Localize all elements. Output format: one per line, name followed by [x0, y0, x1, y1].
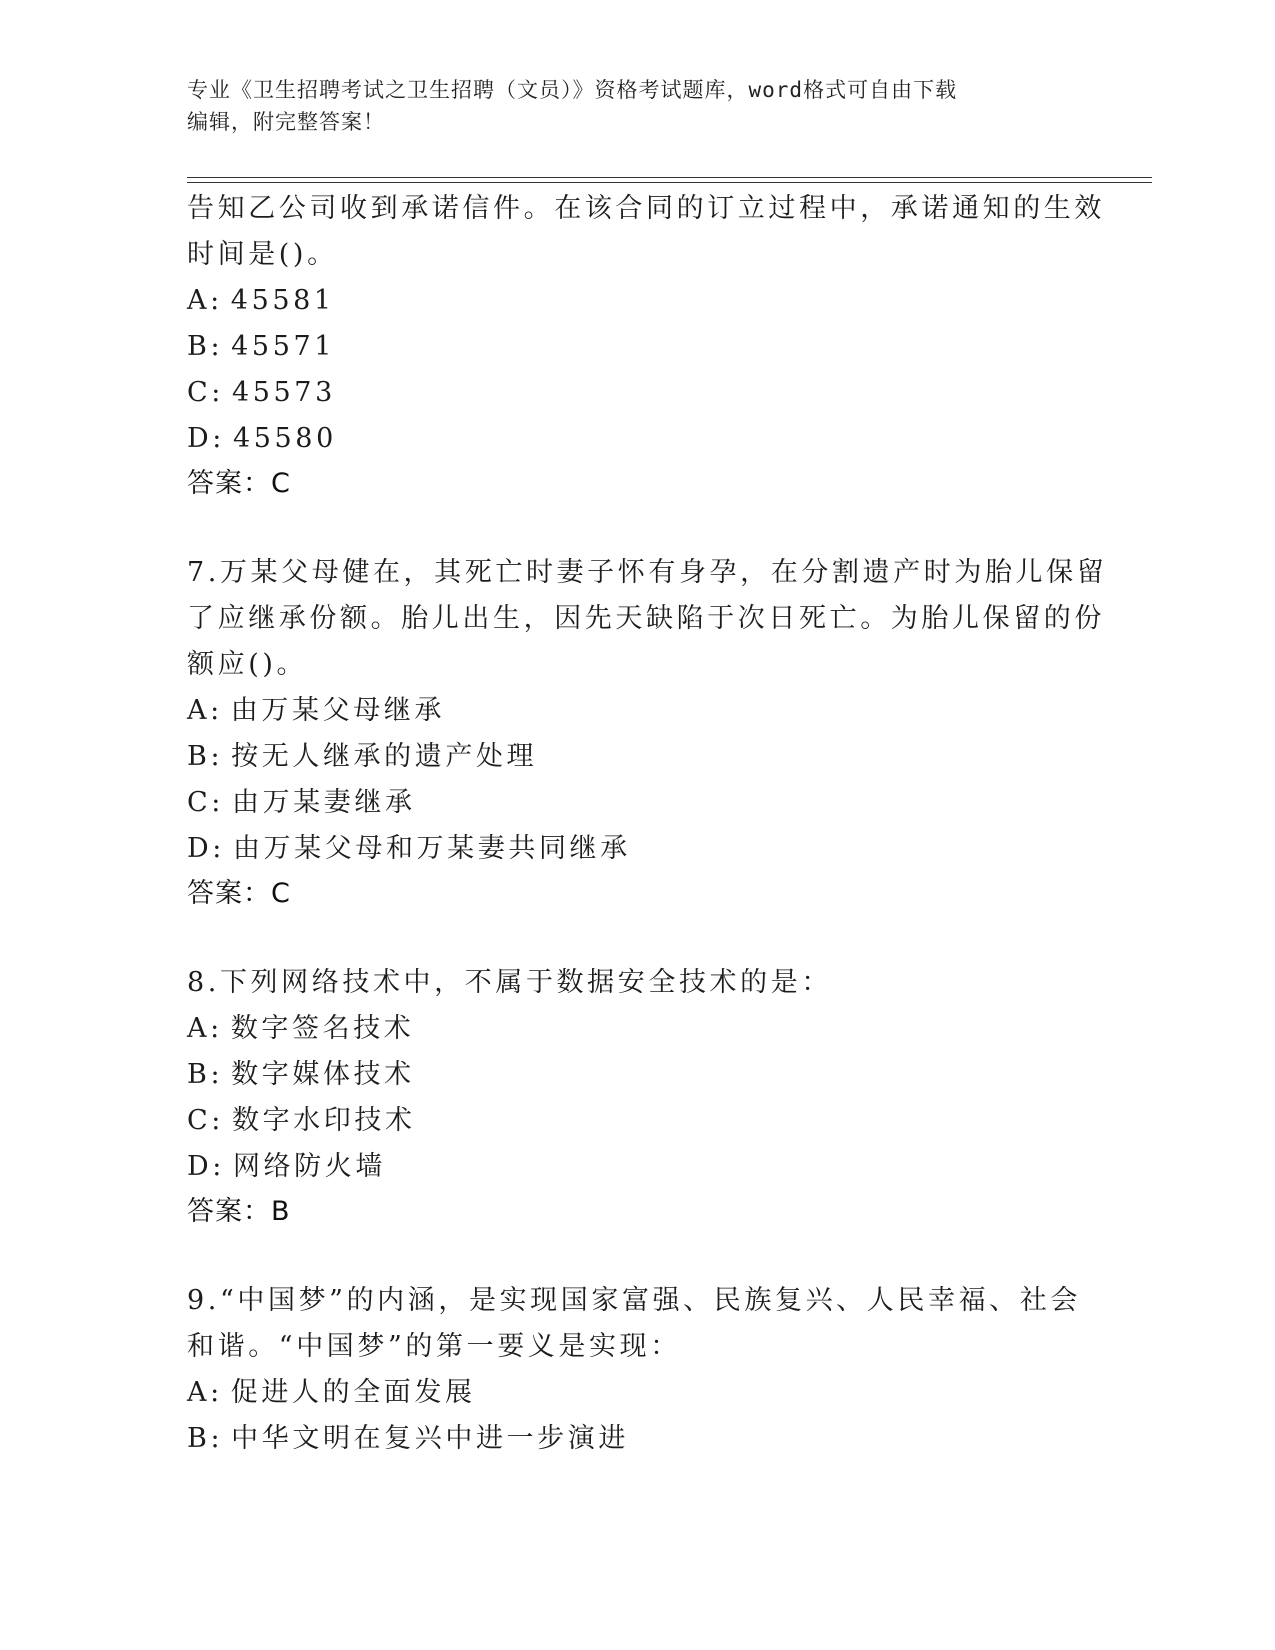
option-label: B:	[187, 741, 224, 772]
header-line-1: 专业《卫生招聘考试之卫生招聘（文员）》资格考试题库，word格式可自由下载	[187, 78, 958, 102]
option-text: 45581	[230, 285, 335, 316]
option-label: C:	[187, 1105, 224, 1136]
question-block	[187, 186, 1105, 506]
question-text-line: 额应()。	[187, 649, 308, 680]
option-c	[187, 370, 1087, 416]
header-divider-top	[187, 177, 1152, 178]
option-b	[187, 324, 1087, 370]
option-label: D:	[187, 423, 225, 454]
option-text: 由万某妻继承	[231, 787, 416, 818]
question-block	[187, 960, 1087, 1234]
answer-line: 答案：B	[187, 1196, 291, 1227]
header-divider-bottom	[187, 182, 1152, 183]
question-text-line: 9.“中国梦”的内涵，是实现国家富强、民族复兴、人民幸福、社会	[187, 1285, 1081, 1316]
option-label: A:	[187, 695, 223, 726]
question-text-line: 和谐。“中国梦”的第一要义是实现：	[187, 1331, 681, 1362]
option-d	[187, 416, 1087, 462]
question-text-line: 了应继承份额。胎儿出生，因先天缺陷于次日死亡。为胎儿保留的份	[187, 603, 1105, 634]
option-d	[187, 826, 1087, 872]
answer-line: 答案：C	[187, 468, 291, 499]
option-text: 45573	[231, 377, 336, 408]
header-line-2: 编辑，附完整答案！	[187, 110, 385, 134]
option-text: 促进人的全面发展	[230, 1377, 476, 1408]
option-label: A:	[187, 1377, 223, 1408]
option-text: 按无人继承的遗产处理	[231, 741, 538, 772]
option-label: A:	[187, 285, 223, 316]
option-a	[187, 278, 1087, 324]
question-text-line: 告知乙公司收到承诺信件。在该合同的订立过程中，承诺通知的生效	[187, 193, 1105, 224]
option-a	[187, 1006, 1087, 1052]
option-c	[187, 1098, 1087, 1144]
question-block	[187, 1278, 1087, 1462]
option-label: B:	[187, 331, 224, 362]
question-text-line: 8.下列网络技术中，不属于数据安全技术的是：	[187, 967, 832, 998]
option-text: 由万某父母继承	[230, 695, 445, 726]
option-label: D:	[187, 1151, 225, 1182]
option-label: B:	[187, 1423, 224, 1454]
option-text: 中华文明在复兴中进一步演进	[231, 1423, 629, 1454]
question-text-line: 7.万某父母健在，其死亡时妻子怀有身孕，在分割遗产时为胎儿保留	[187, 557, 1108, 588]
option-c	[187, 780, 1087, 826]
option-label: C:	[187, 377, 224, 408]
question-list	[187, 186, 1108, 1462]
option-label: D:	[187, 833, 225, 864]
option-b	[187, 1052, 1087, 1098]
option-label: A:	[187, 1013, 223, 1044]
option-text: 数字签名技术	[230, 1013, 415, 1044]
option-text: 由万某父母和万某妻共同继承	[232, 833, 631, 864]
option-text: 网络防火墙	[232, 1151, 386, 1182]
option-label: B:	[187, 1059, 224, 1090]
option-text: 45580	[232, 423, 337, 454]
question-text-line: 时间是()。	[187, 239, 338, 270]
question-block	[187, 550, 1108, 916]
option-b	[187, 1416, 1087, 1462]
answer-line: 答案：C	[187, 878, 291, 909]
option-label: C:	[187, 787, 224, 818]
option-a	[187, 688, 1087, 734]
option-a	[187, 1370, 1087, 1416]
option-d	[187, 1144, 1087, 1190]
option-text: 45571	[231, 331, 336, 362]
option-text: 数字媒体技术	[231, 1059, 415, 1090]
option-text: 数字水印技术	[231, 1105, 416, 1136]
option-b	[187, 734, 1087, 780]
document-header	[187, 74, 1087, 138]
